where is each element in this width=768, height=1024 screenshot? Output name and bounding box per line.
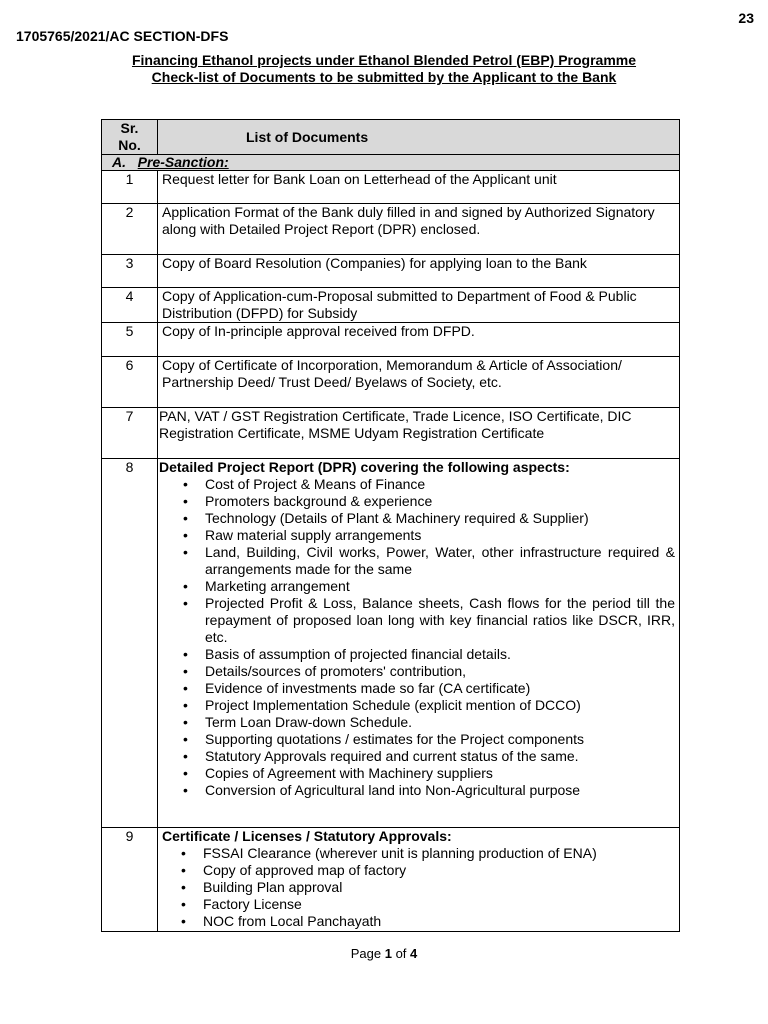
section-letter: A. bbox=[112, 154, 126, 170]
list-item: • Promoters background & experience bbox=[159, 493, 675, 510]
list-item: • Supporting quotations / estimates for the Project components bbox=[159, 731, 675, 748]
bullet-list bbox=[159, 476, 675, 799]
row-text: Application Format of the Bank duly filled in and signed by Authorized Signatory along with Detailed Project Report (DPR) enclosed. bbox=[158, 204, 680, 255]
section-row-pre-sanction bbox=[102, 155, 680, 171]
page-number: 23 bbox=[738, 10, 754, 26]
table-row bbox=[102, 288, 680, 323]
section-title: Pre-Sanction: bbox=[137, 154, 229, 170]
footer-current-page: 1 bbox=[384, 946, 392, 961]
table-row bbox=[102, 323, 680, 357]
bullet-list bbox=[157, 845, 675, 930]
list-item: • Details/sources of promoters' contribution, bbox=[159, 663, 675, 680]
row-number: 9 bbox=[102, 828, 158, 932]
table-row bbox=[102, 255, 680, 288]
row-text: PAN, VAT / GST Registration Certificate, Trade Licence, ISO Certificate, DIC Registration Certificate, MSME Udyam Registration Certificate bbox=[158, 408, 680, 459]
list-item: • Land, Building, Civil works, Power, Water, other infrastructure required & arrangements made for the same bbox=[159, 544, 675, 578]
footer-of-word: of bbox=[395, 946, 407, 961]
footer-total-pages: 4 bbox=[410, 946, 418, 961]
list-item: • Project Implementation Schedule (explicit mention of DCCO) bbox=[159, 697, 675, 714]
column-header-sr-line1: Sr. bbox=[120, 120, 139, 136]
row-heading: Certificate / Licenses / Statutory Approvals: bbox=[162, 828, 452, 844]
list-item: • Cost of Project & Means of Finance bbox=[159, 476, 675, 493]
table-row bbox=[102, 357, 680, 408]
document-title: Financing Ethanol projects under Ethanol Blended Petrol (EBP) Programme bbox=[131, 52, 637, 68]
list-item: • Conversion of Agricultural land into Non-Agricultural purpose bbox=[159, 782, 675, 799]
table-row bbox=[102, 828, 680, 932]
row-text: Copy of In-principle approval received from DFPD. bbox=[158, 323, 680, 357]
section-heading bbox=[102, 155, 680, 171]
column-header-sr-line2: No. bbox=[118, 137, 141, 153]
row-number: 4 bbox=[102, 288, 158, 323]
row-number: 8 bbox=[102, 459, 158, 828]
row-text: Copy of Board Resolution (Companies) for applying loan to the Bank bbox=[158, 255, 680, 288]
row-number: 1 bbox=[102, 171, 158, 204]
list-item: • Term Loan Draw-down Schedule. bbox=[159, 714, 675, 731]
row-number: 2 bbox=[102, 204, 158, 255]
row-number: 6 bbox=[102, 357, 158, 408]
list-item: • Technology (Details of Plant & Machinery required & Supplier) bbox=[159, 510, 675, 527]
row-heading: Detailed Project Report (DPR) covering the following aspects: bbox=[159, 459, 570, 475]
list-item: • Copies of Agreement with Machinery suppliers bbox=[159, 765, 675, 782]
column-header-list: List of Documents bbox=[158, 120, 680, 155]
list-item: • Projected Profit & Loss, Balance sheets, Cash flows for the period till the repayment of proposed loan long with key financial ratios like DSCR, IRR, etc. bbox=[159, 595, 675, 646]
list-item: • Basis of assumption of projected financial details. bbox=[159, 646, 675, 663]
list-item: • NOC from Local Panchayath bbox=[157, 913, 675, 930]
row-content-dpr bbox=[158, 459, 680, 828]
document-subtitle: Check-list of Documents to be submitted by the Applicant to the Bank bbox=[151, 69, 617, 85]
row-number: 5 bbox=[102, 323, 158, 357]
table-row bbox=[102, 408, 680, 459]
column-header-sr-no bbox=[102, 120, 158, 155]
list-item: • Raw material supply arrangements bbox=[159, 527, 675, 544]
row-text: Request letter for Bank Loan on Letterhead of the Applicant unit bbox=[158, 171, 680, 204]
row-text: Copy of Certificate of Incorporation, Memorandum & Article of Association/ Partnership Deed/ Trust Deed/ Byelaws of Society, etc. bbox=[158, 357, 680, 408]
list-item: • Copy of approved map of factory bbox=[157, 862, 675, 879]
table-row bbox=[102, 204, 680, 255]
list-item: • FSSAI Clearance (wherever unit is planning production of ENA) bbox=[157, 845, 675, 862]
page-footer bbox=[0, 946, 768, 961]
footer-page-word: Page bbox=[350, 946, 382, 961]
documents-checklist-table bbox=[101, 119, 680, 932]
row-number: 3 bbox=[102, 255, 158, 288]
table-row bbox=[102, 171, 680, 204]
list-item: • Evidence of investments made so far (CA certificate) bbox=[159, 680, 675, 697]
table-row bbox=[102, 459, 680, 828]
table-header-row bbox=[102, 120, 680, 155]
row-number: 7 bbox=[102, 408, 158, 459]
row-text: Copy of Application-cum-Proposal submitted to Department of Food & Public Distribution (DFPD) for Subsidy bbox=[158, 288, 680, 323]
list-item: • Marketing arrangement bbox=[159, 578, 675, 595]
list-item: • Statutory Approvals required and current status of the same. bbox=[159, 748, 675, 765]
row-content-approvals bbox=[158, 828, 680, 932]
list-item: • Building Plan approval bbox=[157, 879, 675, 896]
file-reference: 1705765/2021/AC SECTION-DFS bbox=[16, 28, 229, 44]
document-titles bbox=[0, 52, 768, 86]
list-item: • Factory License bbox=[157, 896, 675, 913]
